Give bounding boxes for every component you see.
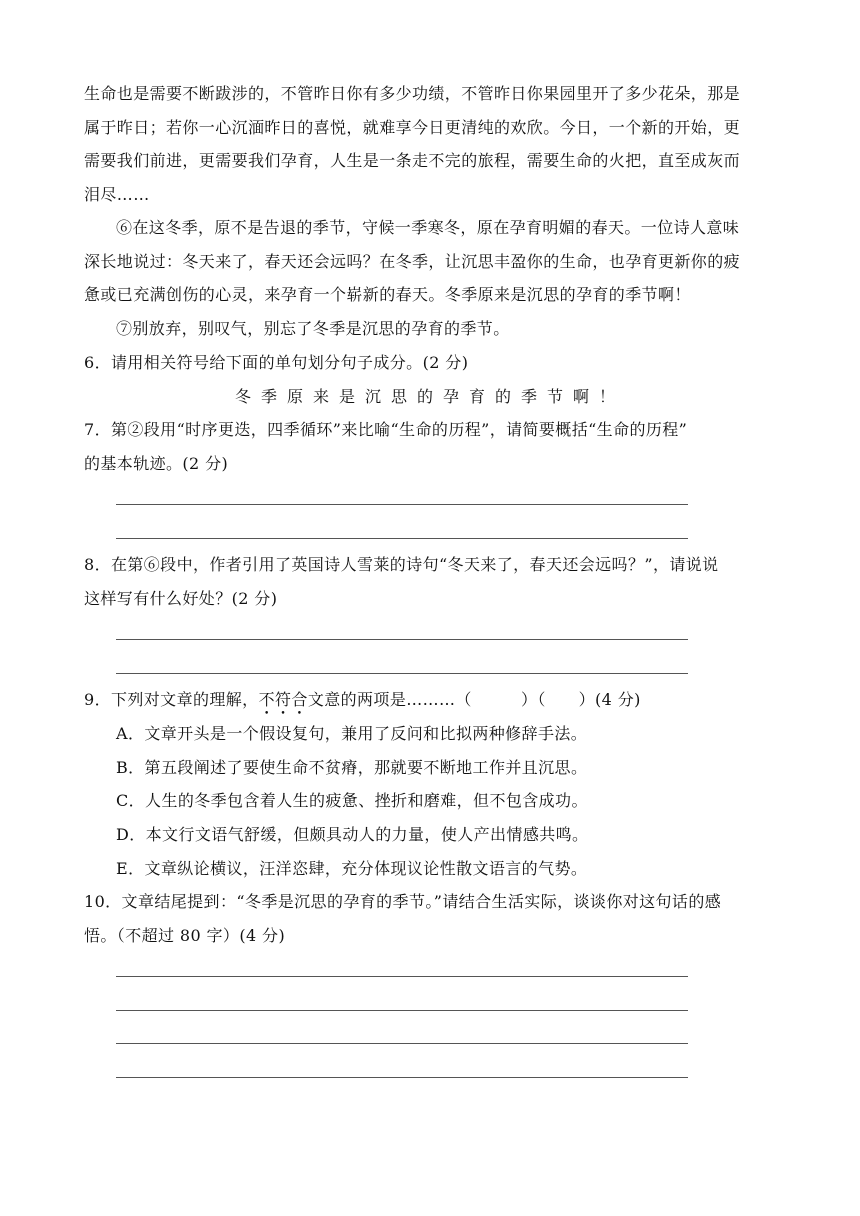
emphasis-char: 符	[275, 690, 292, 709]
question-8-prompt: 这样写有什么好处？(2 分)	[84, 589, 278, 608]
option-a: A．文章开头是一个假设复句，兼用了反问和比拟两种修辞手法。	[116, 724, 588, 743]
answer-line[interactable]	[116, 1077, 688, 1078]
option-b: B．第五段阐述了要使生命不贫瘠，那就要不断地工作并且沉思。	[116, 758, 588, 777]
option-d: D．本文行文语气舒缓，但颇具动人的力量，使人产出情感共鸣。	[116, 825, 589, 844]
answer-line[interactable]	[116, 538, 688, 539]
passage-line: 需要我们前进，更需要我们孕育，人生是一条走不完的旅程，需要生命的火把，直至成灰而	[84, 151, 741, 170]
emphasis-char: 不	[258, 690, 275, 709]
question-7-prompt: 7．第②段用“时序更迭，四季循环”来比喻“生命的历程”，请简要概括“生命的历程”	[84, 420, 688, 439]
passage-line: 属于昨日；若你一心沉湎昨日的喜悦，就难享今日更清纯的欢欣。今日，一个新的开始，更	[84, 118, 741, 137]
question-9-prefix: 9．下列对文章的理解，	[84, 690, 259, 709]
answer-line[interactable]	[116, 639, 688, 640]
question-10-prompt: 悟。（不超过 80 字）(4 分)	[84, 926, 286, 945]
question-6-prompt: 6．请用相关符号给下面的单句划分句子成分。(2 分)	[84, 353, 469, 372]
question-7-prompt: 的基本轨迹。(2 分)	[84, 454, 229, 473]
passage-line: 深长地说过：冬天来了，春天还会远吗？在冬季，让沉思丰盈你的生命，也孕育更新你的疲	[84, 252, 741, 271]
option-e: E．文章纵论横议，汪洋恣肆，充分体现议论性散文语言的气势。	[116, 859, 588, 878]
answer-line[interactable]	[116, 976, 688, 977]
answer-line[interactable]	[116, 673, 688, 674]
passage-line: ⑥在这冬季，原不是告退的季节，守候一季寒冬，原在孕育明媚的春天。一位诗人意味	[116, 218, 740, 237]
passage-line: ⑦别放弃，别叹气，别忘了冬季是沉思的孕育的季节。	[116, 319, 510, 338]
option-c: C．人生的冬季包含着人生的疲惫、挫折和磨难，但不包含成功。	[116, 791, 588, 810]
passage-line: 惫或已充满创伤的心灵，来孕育一个崭新的春天。冬季原来是沉思的孕育的季节啊！	[84, 285, 691, 304]
answer-line[interactable]	[116, 1043, 688, 1044]
answer-line[interactable]	[116, 1010, 688, 1011]
answer-line[interactable]	[116, 504, 688, 505]
question-9-prompt	[84, 690, 774, 710]
question-8-prompt: 8．在第⑥段中，作者引用了英国诗人雪莱的诗句“冬天来了，春天还会远吗？”，请说说	[84, 555, 719, 574]
question-10-prompt: 10．文章结尾提到：“冬季是沉思的孕育的季节。”请结合生活实际，谈谈你对这句话的感	[84, 892, 722, 911]
question-9-suffix: 文意的两项是………（ ）（ ）(4 分)	[307, 690, 641, 709]
passage-line: 生命也是需要不断跋涉的，不管昨日你有多少功绩，不管昨日你果园里开了多少花朵，那是	[84, 84, 741, 103]
emphasis-char: 合	[291, 690, 308, 709]
question-6-sentence: 冬季原来是沉思的孕育的季节啊！	[234, 387, 625, 406]
passage-line: 泪尽……	[84, 185, 150, 204]
